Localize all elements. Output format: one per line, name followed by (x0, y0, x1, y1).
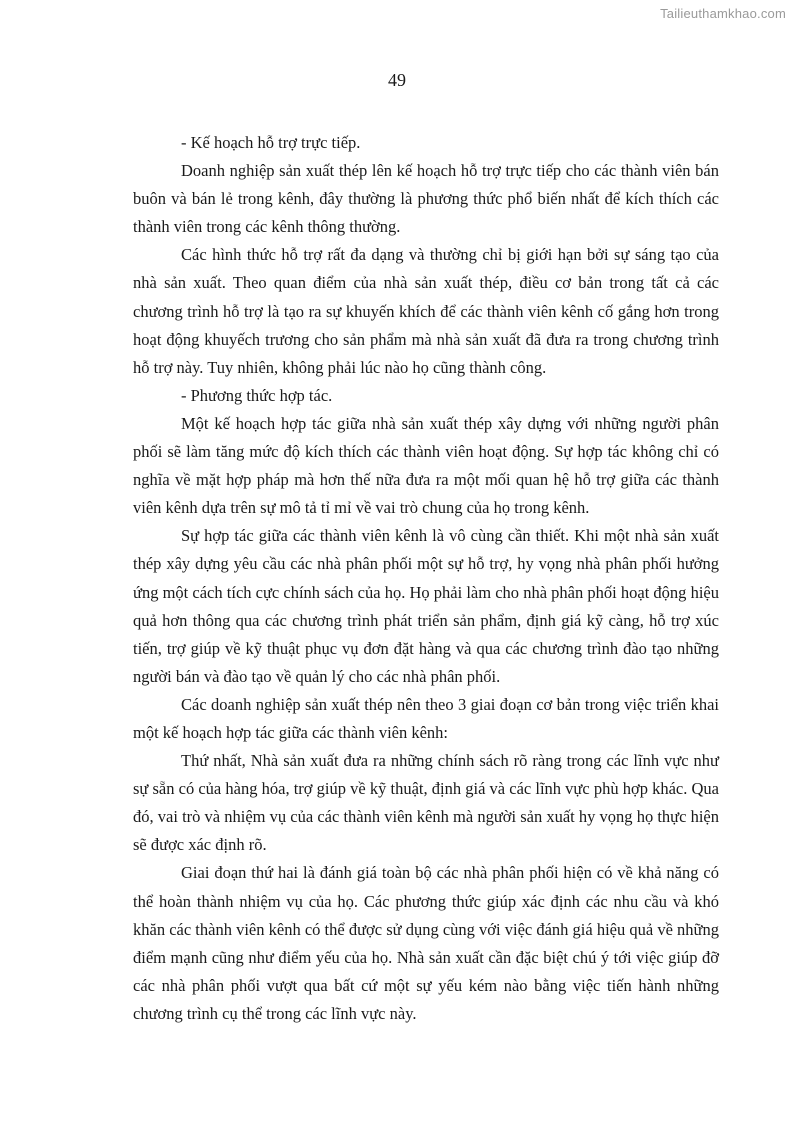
paragraph: Doanh nghiệp sản xuất thép lên kế hoạch hỗ trợ trực tiếp cho các thành viên bán buôn và bán lẻ trong kênh, đây thường là phương thức phổ biến nhất để kích thích các thành viên trong các kênh thông thường. (133, 161, 719, 237)
paragraph: Các hình thức hỗ trợ rất đa dạng và thường chỉ bị giới hạn bởi sự sáng tạo của nhà sản xuất. Theo quan điểm của nhà sản xuất thép, điều cơ bản trong tất cả các chương trình hỗ trợ là tạo ra sự khuyến khích để các thành viên kênh cố gắng hơn trong hoạt động khuyếch trương cho sản phẩm mà nhà sản xuất đã đưa ra trong chương trình hỗ trợ này. Tuy nhiên, không phải lúc nào họ cũng thành công. (133, 245, 719, 377)
document-body (133, 129, 719, 1028)
heading-direct-support: - Kế hoạch hỗ trợ trực tiếp. (181, 133, 361, 152)
paragraph: Các doanh nghiệp sản xuất thép nên theo 3 giai đoạn cơ bản trong việc triển khai một kế hoạch hợp tác giữa các thành viên kênh: (133, 694, 719, 742)
paragraph: Sự hợp tác giữa các thành viên kênh là vô cùng cần thiết. Khi một nhà sản xuất thép xây dựng yêu cầu các nhà phân phối một sự hỗ trợ, hy vọng nhà phân phối hưởng ứng một cách tích cực chính sách của họ. Họ phải làm cho nhà phân phối hoạt động hiệu quả hơn thông qua các chương trình phát triển sản phẩm, định giá kỹ càng, hỗ trợ xúc tiến, trợ giúp về kỹ thuật phục vụ đơn đặt hàng và qua các chương trình đào tạo những người bán và đào tạo về quản lý cho các nhà phân phối. (133, 526, 719, 686)
paragraph: Giai đoạn thứ hai là đánh giá toàn bộ các nhà phân phối hiện có về khả năng có thể hoàn thành nhiệm vụ của họ. Các phương thức giúp xác định các nhu cầu và khó khăn các thành viên kênh có thể được sử dụng cùng với việc đánh giá hiệu quả về những điểm mạnh cũng như điểm yếu của họ. Nhà sản xuất cần đặc biệt chú ý tới việc giúp đỡ các nhà phân phối vượt qua bất cứ một sự yếu kém nào bằng việc tiến hành những chương trình cụ thể trong các lĩnh vực này. (133, 863, 719, 1023)
page-number: 49 (388, 70, 406, 90)
paragraph: Một kế hoạch hợp tác giữa nhà sản xuất thép xây dựng với những người phân phối sẽ làm tăng mức độ kích thích các thành viên hoạt động. Sự hợp tác không chỉ có nghĩa về mặt hợp pháp mà hơn thế nữa đưa ra một mối quan hệ hỗ trợ giữa các thành viên kênh dựa trên sự mô tả tỉ mỉ về vai trò chung của họ trong kênh. (133, 413, 719, 518)
heading-cooperation-method: - Phương thức hợp tác. (181, 385, 333, 405)
site-watermark: Tailieuthamkhao.com (660, 6, 786, 21)
paragraph: Thứ nhất, Nhà sản xuất đưa ra những chính sách rõ ràng trong các lĩnh vực như sự sẵn có của hàng hóa, trợ giúp về kỹ thuật, định giá và các lĩnh vực phù hợp khác. Qua đó, vai trò và nhiệm vụ của các thành viên kênh mà người sản xuất hy vọng họ thực hiện sẽ được xác định rõ. (133, 751, 719, 855)
